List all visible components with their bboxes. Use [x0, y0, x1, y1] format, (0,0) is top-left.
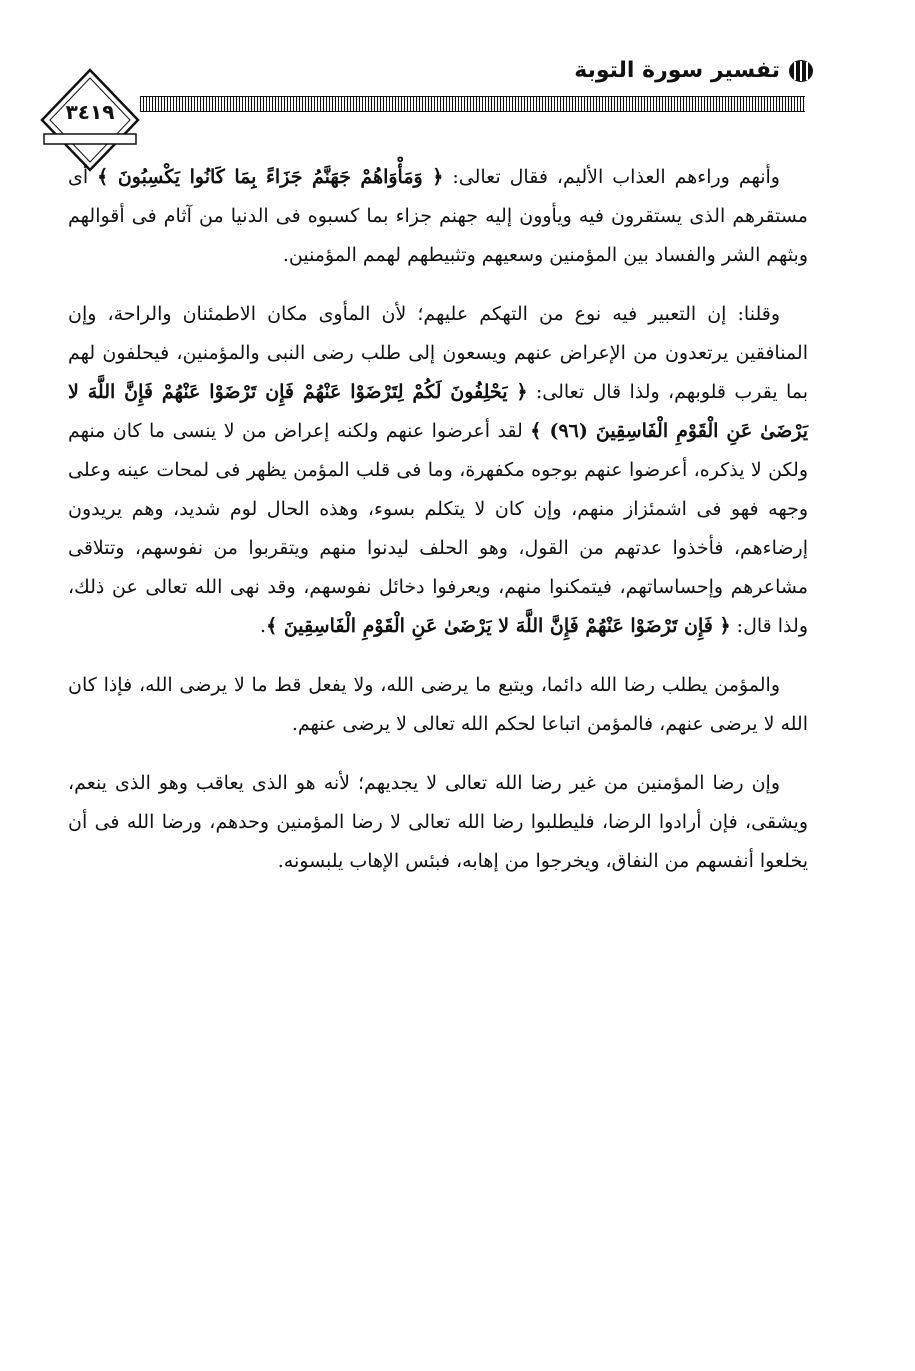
page-number: ٣٤١٩: [65, 100, 115, 124]
header-rule: [140, 96, 805, 112]
text-segment: لقد أعرضوا عنهم ولكنه إعراض من لا ينسى ما كان منهم ولكن لا يذكره، أعرضوا عنهم بوجوه مكفهرة، وما فى قلب المؤمن يظهر فى لمحات عينه وعلى وجهه فهو فى اشمئزاز منهم، وإن كان لا يتكلم بسوء، وهذه الحال لوم شديد، وهم يريدون إرضاءهم، فأخذوا عدتهم من القول، وهو الحلف ليدنوا منهم ويتقربوا من نفوسهم، وتتلاقى مشاعرهم وإحساساتهم، فيتمكنوا منهم، ويعرفوا دخائل نفوسهم، وقد نهى الله تعالى عن ذلك، ولذا قال:: [68, 420, 808, 637]
ornament-icon: [787, 58, 815, 84]
paragraph: [68, 666, 808, 744]
body-text: [68, 158, 808, 901]
paragraph: [68, 295, 808, 646]
text-segment: وإن رضا المؤمنين من غير رضا الله تعالى لا يجديهم؛ لأنه هو الذى يعاقب وهو الذى ينعم، ويشقى، فإن أرادوا الرضا، فليطلبوا رضا الله تعالى لا رضا المؤمنين وحدهم، ورضا الله فى أن يخلعوا أنفسهم من النفاق، ويخرجوا من إهابه، فبئس الإهاب يلبسونه.: [68, 772, 808, 872]
page-title: تفسير سورة التوبة: [574, 58, 780, 83]
quran-verse: ﴿ يَحْلِفُونَ لَكُمْ لِتَرْضَوْا عَنْهُمْ فَإِن تَرْضَوْا عَنْهُمْ فَإِنَّ اللَّهَ لا يَرْضَىٰ عَنِ الْقَوْمِ الْفَاسِقِينَ (٩٦) ﴾: [68, 381, 808, 442]
text-segment: وأنهم وراءهم العذاب الأليم، فقال تعالى:: [443, 166, 780, 188]
text-segment: .: [260, 615, 267, 637]
page-header: [20, 50, 895, 145]
paragraph: [68, 764, 808, 881]
text-segment: وقلنا: إن التعبير فيه نوع من التهكم عليهم؛ لأن المأوى مكان الاطمئنان والراحة، وإن المنافقين يرتعدون من الإعراض عنهم ويسعون إلى طلب رضى النبى والمؤمنين، فيحلفون لهم بما يقرب قلوبهم، ولذا قال تعالى:: [68, 303, 809, 403]
quran-verse: ﴿ فَإِن تَرْضَوْا عَنْهُمْ فَإِنَّ اللَّهَ لا يَرْضَىٰ عَنِ الْقَوْمِ الْفَاسِقِينَ ﴾: [266, 615, 731, 637]
paragraph: [68, 158, 808, 275]
text-segment: والمؤمن يطلب رضا الله دائما، ويتبع ما يرضى الله، ولا يفعل قط ما لا يرضى الله، فإذا كان الله لا يرضى عنهم، فالمؤمن اتباعا لحكم الله تعالى لا يرضى عنهم.: [68, 674, 808, 735]
text-segment: أى مستقرهم الذى يستقرون فيه ويأوون إليه جهنم جزاء بما كسبوه فى الدنيا من آثام فى أقوالهم وبثهم الشر والفساد بين المؤمنين وسعيهم وتثبيطهم لهمم المؤمنين.: [68, 166, 808, 266]
quran-verse: ﴿ وَمَأْوَاهُمْ جَهَنَّمُ جَزَاءً بِمَا كَانُوا يَكْسِبُونَ ﴾: [97, 166, 444, 188]
